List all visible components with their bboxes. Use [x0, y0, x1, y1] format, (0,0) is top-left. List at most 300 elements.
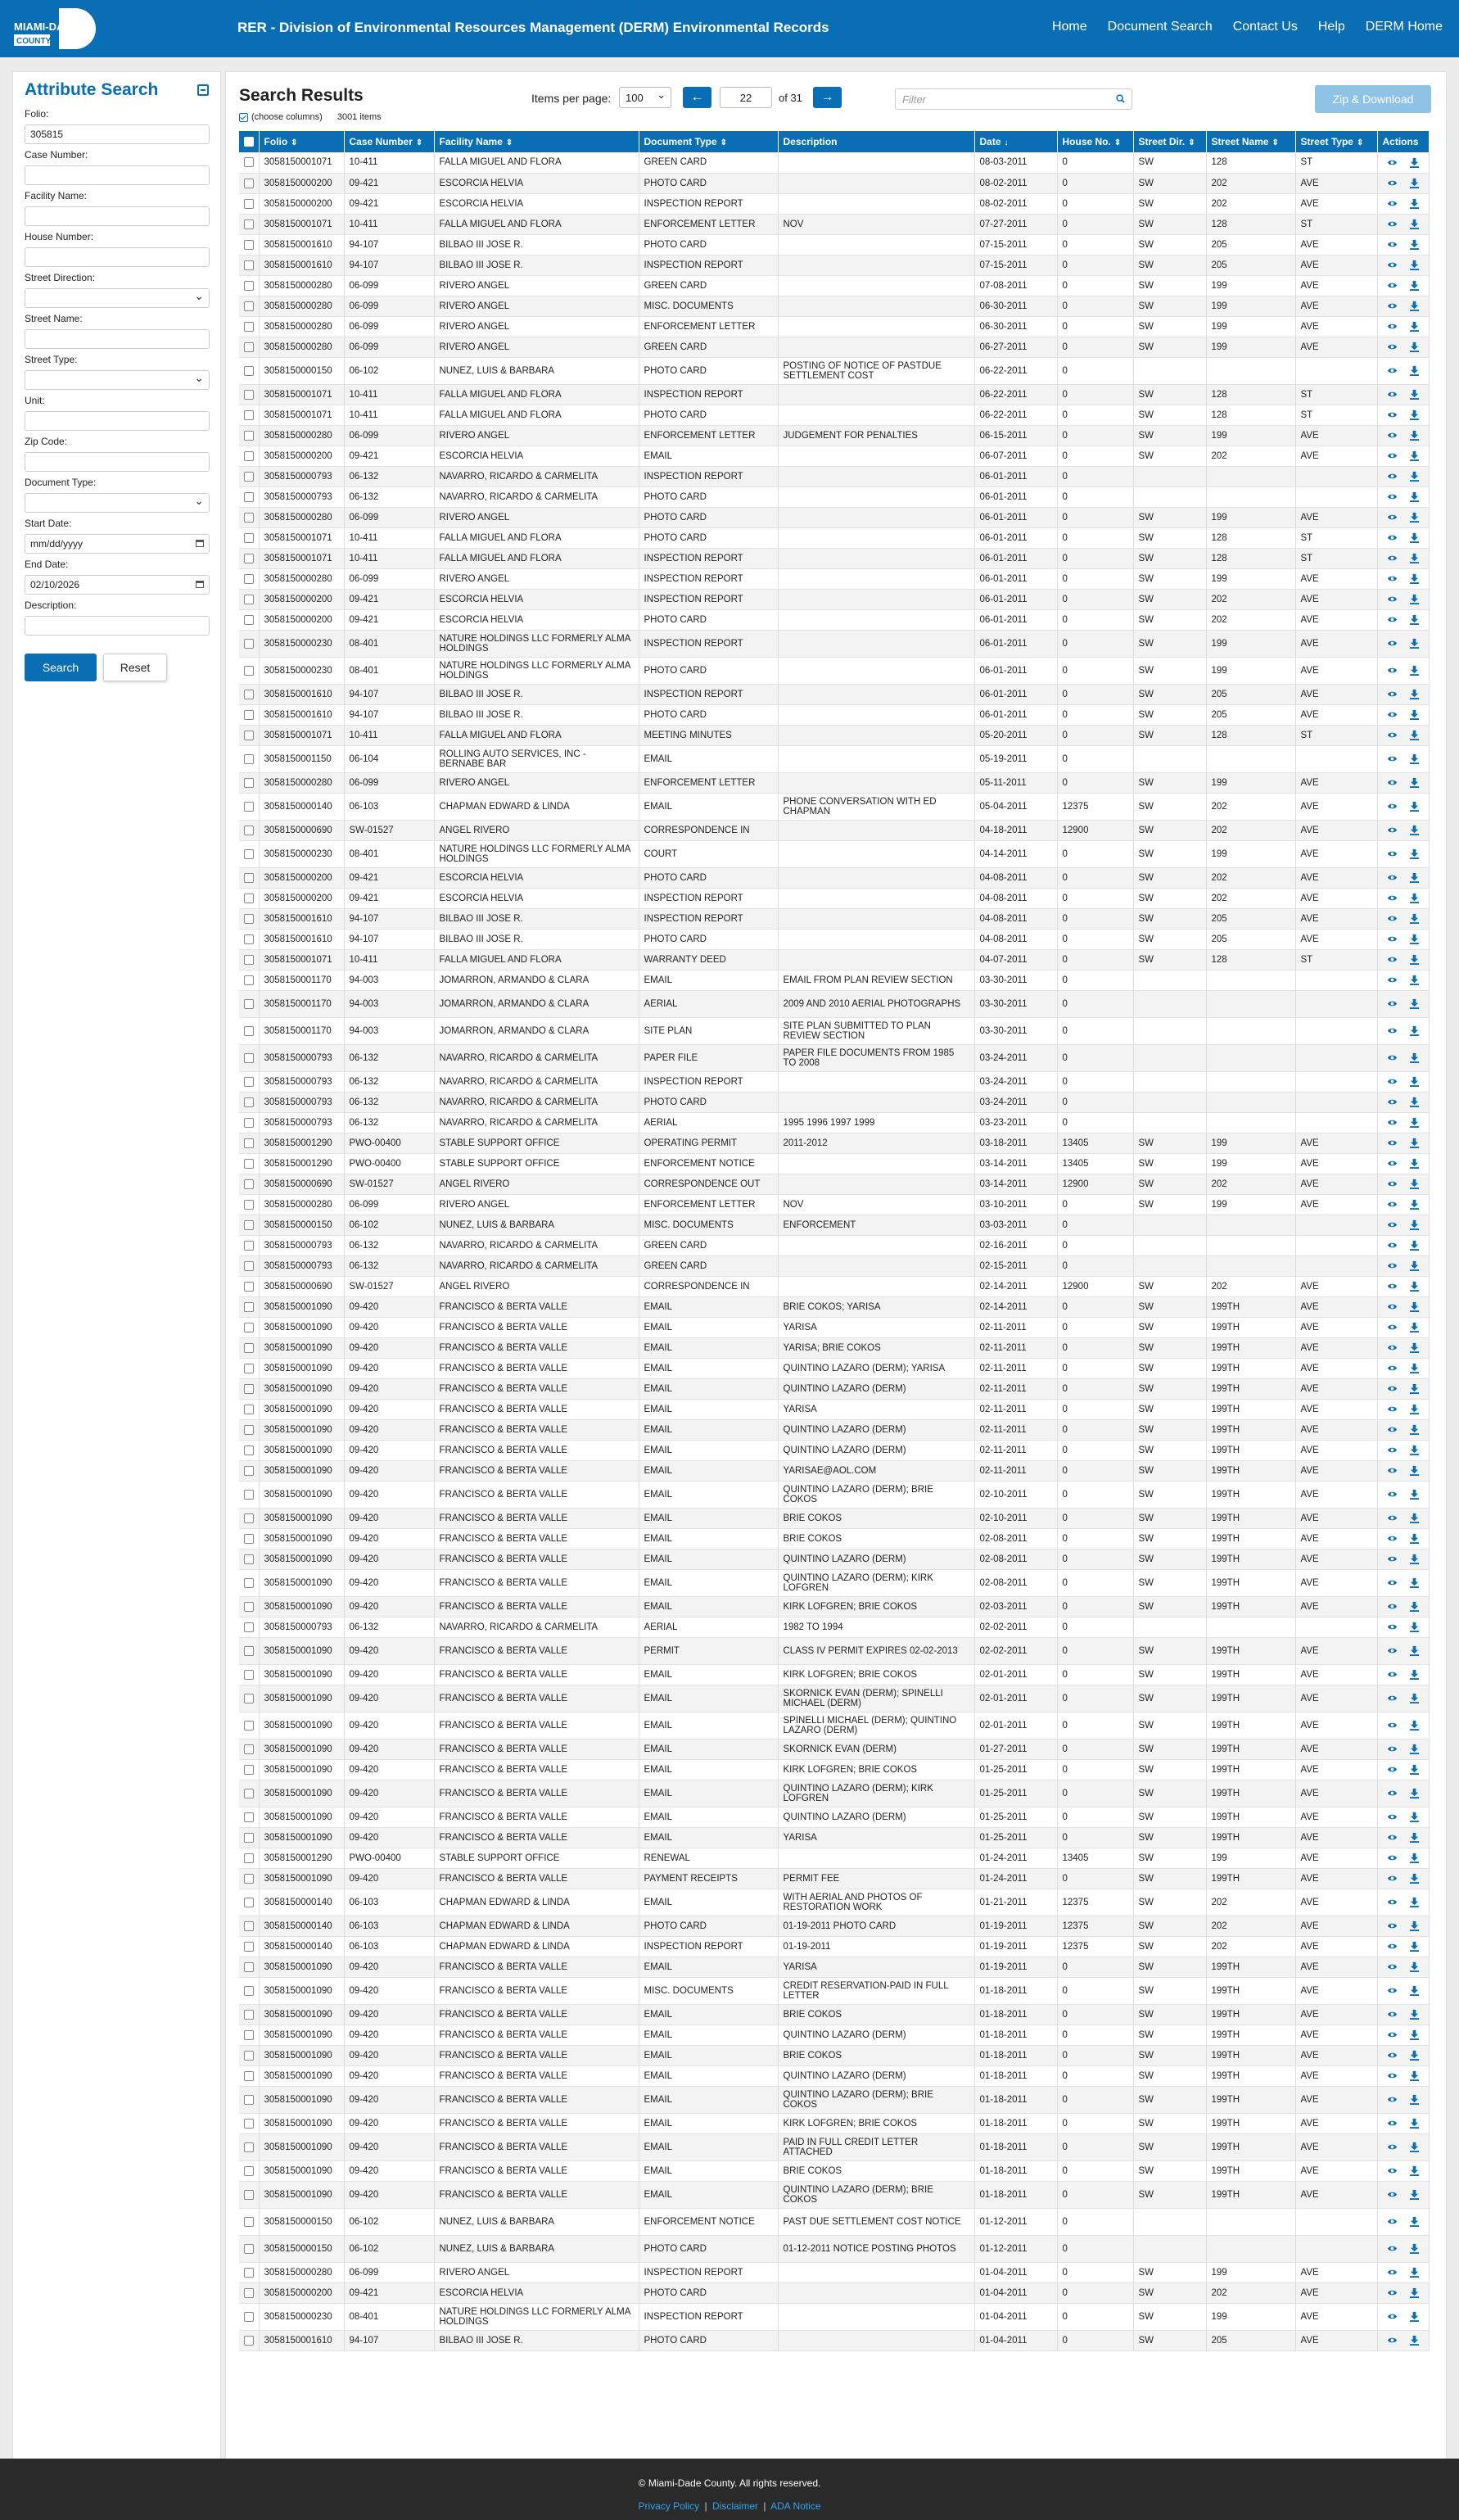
- row-checkbox[interactable]: [244, 826, 254, 835]
- row-checkbox[interactable]: [244, 778, 254, 788]
- row-checkbox[interactable]: [244, 2030, 254, 2040]
- view-icon[interactable]: [1387, 1554, 1398, 1564]
- sort-icon[interactable]: ⇕: [1356, 138, 1364, 147]
- view-icon[interactable]: [1387, 1832, 1398, 1843]
- row-select-cell[interactable]: [239, 1255, 259, 1276]
- row-checkbox[interactable]: [244, 1405, 254, 1414]
- view-icon[interactable]: [1387, 1281, 1398, 1292]
- row-select-cell[interactable]: [239, 446, 259, 466]
- download-icon[interactable]: [1409, 365, 1420, 376]
- row-select-cell[interactable]: [239, 1549, 259, 1569]
- view-icon[interactable]: [1387, 975, 1398, 985]
- unit-input[interactable]: [25, 411, 210, 431]
- download-icon[interactable]: [1409, 2009, 1420, 2020]
- view-icon[interactable]: [1387, 1025, 1398, 1036]
- end-date-input[interactable]: 02/10/2026: [25, 575, 210, 595]
- row-select-cell[interactable]: [239, 929, 259, 949]
- row-checkbox[interactable]: [244, 281, 254, 291]
- row-checkbox[interactable]: [244, 754, 254, 764]
- row-checkbox[interactable]: [244, 894, 254, 903]
- download-icon[interactable]: [1409, 872, 1420, 883]
- view-icon[interactable]: [1387, 1812, 1398, 1822]
- select-all-header[interactable]: [239, 131, 259, 152]
- view-icon[interactable]: [1387, 2311, 1398, 2322]
- row-select-cell[interactable]: [239, 405, 259, 425]
- view-icon[interactable]: [1387, 239, 1398, 250]
- view-icon[interactable]: [1387, 1764, 1398, 1775]
- view-icon[interactable]: [1387, 1301, 1398, 1312]
- row-checkbox[interactable]: [244, 2312, 254, 2322]
- download-icon[interactable]: [1409, 1985, 1420, 1996]
- row-checkbox[interactable]: [244, 2010, 254, 2020]
- row-select-cell[interactable]: [239, 772, 259, 793]
- calendar-icon[interactable]: [196, 540, 204, 547]
- row-select-cell[interactable]: [239, 2282, 259, 2303]
- download-icon[interactable]: [1409, 1158, 1420, 1169]
- view-icon[interactable]: [1387, 1853, 1398, 1863]
- download-icon[interactable]: [1409, 2189, 1420, 2200]
- row-select-cell[interactable]: [239, 1916, 259, 1936]
- row-checkbox[interactable]: [244, 1364, 254, 1373]
- download-icon[interactable]: [1409, 689, 1420, 699]
- row-checkbox[interactable]: [244, 492, 254, 502]
- row-checkbox[interactable]: [244, 322, 254, 332]
- row-select-cell[interactable]: [239, 2303, 259, 2330]
- view-icon[interactable]: [1387, 1577, 1398, 1588]
- row-checkbox[interactable]: [244, 2288, 254, 2298]
- row-select-cell[interactable]: [239, 725, 259, 745]
- row-select-cell[interactable]: [239, 548, 259, 568]
- row-checkbox[interactable]: [244, 1077, 254, 1087]
- view-icon[interactable]: [1387, 2118, 1398, 2129]
- row-select-cell[interactable]: [239, 337, 259, 357]
- view-icon[interactable]: [1387, 872, 1398, 883]
- view-icon[interactable]: [1387, 1117, 1398, 1128]
- view-icon[interactable]: [1387, 777, 1398, 788]
- zip-download-button[interactable]: Zip & Download: [1315, 85, 1431, 113]
- download-icon[interactable]: [1409, 1669, 1420, 1680]
- row-checkbox[interactable]: [244, 1602, 254, 1612]
- view-icon[interactable]: [1387, 573, 1398, 584]
- row-select-cell[interactable]: [239, 630, 259, 657]
- view-icon[interactable]: [1387, 471, 1398, 482]
- sort-icon[interactable]: ⇕: [1113, 138, 1122, 147]
- row-select-cell[interactable]: [239, 193, 259, 214]
- view-icon[interactable]: [1387, 1240, 1398, 1251]
- download-icon[interactable]: [1409, 157, 1420, 168]
- row-checkbox[interactable]: [244, 301, 254, 311]
- row-select-cell[interactable]: [239, 1133, 259, 1153]
- view-icon[interactable]: [1387, 709, 1398, 720]
- sort-desc-icon[interactable]: ↓: [1004, 138, 1009, 147]
- row-select-cell[interactable]: [239, 1617, 259, 1637]
- row-checkbox[interactable]: [244, 1646, 254, 1656]
- collapse-icon[interactable]: [197, 84, 209, 96]
- nav-document-search[interactable]: Document Search: [1107, 20, 1213, 34]
- checkbox-icon[interactable]: [239, 113, 248, 122]
- row-select-cell[interactable]: [239, 1936, 259, 1957]
- download-icon[interactable]: [1409, 730, 1420, 740]
- view-icon[interactable]: [1387, 1622, 1398, 1632]
- row-select-cell[interactable]: [239, 2133, 259, 2160]
- row-select-cell[interactable]: [239, 1528, 259, 1549]
- download-icon[interactable]: [1409, 1601, 1420, 1612]
- download-icon[interactable]: [1409, 1424, 1420, 1435]
- row-select-cell[interactable]: [239, 1868, 259, 1889]
- view-icon[interactable]: [1387, 1961, 1398, 1972]
- row-checkbox[interactable]: [244, 1942, 254, 1952]
- row-select-cell[interactable]: [239, 1296, 259, 1317]
- sort-icon[interactable]: ⇕: [1188, 138, 1195, 147]
- view-icon[interactable]: [1387, 825, 1398, 835]
- search-icon[interactable]: [1116, 94, 1125, 103]
- download-icon[interactable]: [1409, 2335, 1420, 2346]
- row-select-cell[interactable]: [239, 949, 259, 970]
- row-checkbox[interactable]: [244, 1220, 254, 1230]
- row-checkbox[interactable]: [244, 2142, 254, 2152]
- row-checkbox[interactable]: [244, 1853, 254, 1863]
- download-icon[interactable]: [1409, 553, 1420, 563]
- row-checkbox[interactable]: [244, 1302, 254, 1312]
- row-checkbox[interactable]: [244, 1554, 254, 1564]
- download-icon[interactable]: [1409, 342, 1420, 352]
- download-icon[interactable]: [1409, 801, 1420, 812]
- download-icon[interactable]: [1409, 1322, 1420, 1332]
- download-icon[interactable]: [1409, 954, 1420, 965]
- row-select-cell[interactable]: [239, 1596, 259, 1617]
- download-icon[interactable]: [1409, 1199, 1420, 1210]
- privacy-policy-link[interactable]: Privacy Policy: [638, 2500, 700, 2512]
- row-select-cell[interactable]: [239, 1399, 259, 1419]
- row-select-cell[interactable]: [239, 1153, 259, 1174]
- view-icon[interactable]: [1387, 1383, 1398, 1394]
- row-checkbox[interactable]: [244, 615, 254, 625]
- download-icon[interactable]: [1409, 1219, 1420, 1230]
- view-icon[interactable]: [1387, 2009, 1398, 2020]
- sort-icon[interactable]: ⇕: [291, 138, 298, 147]
- row-checkbox[interactable]: [244, 1053, 254, 1063]
- view-icon[interactable]: [1387, 2029, 1398, 2040]
- view-icon[interactable]: [1387, 913, 1398, 924]
- row-checkbox[interactable]: [244, 1323, 254, 1332]
- download-icon[interactable]: [1409, 389, 1420, 400]
- download-icon[interactable]: [1409, 1383, 1420, 1394]
- view-icon[interactable]: [1387, 365, 1398, 376]
- view-icon[interactable]: [1387, 1052, 1398, 1063]
- row-checkbox[interactable]: [244, 1490, 254, 1500]
- download-icon[interactable]: [1409, 1788, 1420, 1798]
- view-icon[interactable]: [1387, 1445, 1398, 1455]
- row-select-cell[interactable]: [239, 1685, 259, 1712]
- download-icon[interactable]: [1409, 1853, 1420, 1863]
- row-select-cell[interactable]: [239, 2045, 259, 2065]
- row-checkbox[interactable]: [244, 1159, 254, 1169]
- download-icon[interactable]: [1409, 1693, 1420, 1703]
- download-icon[interactable]: [1409, 1720, 1420, 1731]
- view-icon[interactable]: [1387, 1897, 1398, 1907]
- row-checkbox[interactable]: [244, 1898, 254, 1907]
- download-icon[interactable]: [1409, 1577, 1420, 1588]
- row-checkbox[interactable]: [244, 1789, 254, 1798]
- row-checkbox[interactable]: [244, 554, 254, 563]
- row-checkbox[interactable]: [244, 366, 254, 376]
- row-select-cell[interactable]: [239, 1092, 259, 1112]
- view-icon[interactable]: [1387, 689, 1398, 699]
- row-select-cell[interactable]: [239, 1827, 259, 1848]
- row-select-cell[interactable]: [239, 1044, 259, 1071]
- column-header-house-no[interactable]: House No. ⇕: [1057, 131, 1133, 152]
- row-select-cell[interactable]: [239, 1637, 259, 1664]
- row-checkbox[interactable]: [244, 1179, 254, 1189]
- row-checkbox[interactable]: [244, 2051, 254, 2061]
- row-checkbox[interactable]: [244, 390, 254, 400]
- row-checkbox[interactable]: [244, 2166, 254, 2176]
- row-select-cell[interactable]: [239, 234, 259, 255]
- row-checkbox[interactable]: [244, 1812, 254, 1822]
- filter-input[interactable]: Filter: [895, 88, 1132, 110]
- download-icon[interactable]: [1409, 280, 1420, 291]
- row-select-cell[interactable]: [239, 275, 259, 296]
- download-icon[interactable]: [1409, 825, 1420, 835]
- row-select-cell[interactable]: [239, 507, 259, 527]
- miami-dade-logo[interactable]: [11, 7, 103, 51]
- row-select-cell[interactable]: [239, 840, 259, 867]
- view-icon[interactable]: [1387, 1489, 1398, 1500]
- row-checkbox[interactable]: [244, 1445, 254, 1455]
- sort-icon[interactable]: ⇕: [505, 138, 513, 147]
- download-icon[interactable]: [1409, 1622, 1420, 1632]
- view-icon[interactable]: [1387, 665, 1398, 676]
- row-checkbox[interactable]: [244, 1534, 254, 1544]
- zip-code-input[interactable]: [25, 452, 210, 472]
- row-select-cell[interactable]: [239, 1780, 259, 1807]
- nav-home[interactable]: Home: [1051, 20, 1087, 34]
- download-icon[interactable]: [1409, 1897, 1420, 1907]
- row-checkbox[interactable]: [244, 1986, 254, 1996]
- document-type-select[interactable]: [25, 493, 210, 513]
- row-checkbox[interactable]: [244, 1578, 254, 1588]
- row-select-cell[interactable]: [239, 1317, 259, 1337]
- download-icon[interactable]: [1409, 450, 1420, 461]
- view-icon[interactable]: [1387, 342, 1398, 352]
- row-select-cell[interactable]: [239, 1215, 259, 1235]
- download-icon[interactable]: [1409, 1363, 1420, 1373]
- page-number-input[interactable]: 22: [720, 87, 772, 108]
- sort-icon[interactable]: ⇕: [1272, 138, 1279, 147]
- view-icon[interactable]: [1387, 1322, 1398, 1332]
- download-icon[interactable]: [1409, 1832, 1420, 1843]
- download-icon[interactable]: [1409, 321, 1420, 332]
- download-icon[interactable]: [1409, 594, 1420, 604]
- download-icon[interactable]: [1409, 665, 1420, 676]
- row-select-cell[interactable]: [239, 1957, 259, 1977]
- download-icon[interactable]: [1409, 753, 1420, 764]
- row-select-cell[interactable]: [239, 568, 259, 589]
- row-select-cell[interactable]: [239, 1664, 259, 1685]
- case-number-input[interactable]: [25, 165, 210, 185]
- row-checkbox[interactable]: [244, 1097, 254, 1107]
- row-select-cell[interactable]: [239, 1508, 259, 1528]
- column-header-facility-name[interactable]: Facility Name ⇕: [434, 131, 639, 152]
- view-icon[interactable]: [1387, 2335, 1398, 2346]
- view-icon[interactable]: [1387, 1424, 1398, 1435]
- row-select-cell[interactable]: [239, 1739, 259, 1759]
- row-checkbox[interactable]: [244, 1241, 254, 1251]
- download-icon[interactable]: [1409, 532, 1420, 543]
- row-select-cell[interactable]: [239, 1889, 259, 1916]
- download-icon[interactable]: [1409, 614, 1420, 625]
- view-icon[interactable]: [1387, 1138, 1398, 1148]
- row-select-cell[interactable]: [239, 425, 259, 446]
- download-icon[interactable]: [1409, 1179, 1420, 1189]
- download-icon[interactable]: [1409, 1513, 1420, 1523]
- row-checkbox[interactable]: [244, 1670, 254, 1680]
- download-icon[interactable]: [1409, 1941, 1420, 1952]
- street-name-input[interactable]: [25, 329, 210, 349]
- row-checkbox[interactable]: [244, 342, 254, 352]
- row-checkbox[interactable]: [244, 802, 254, 812]
- view-icon[interactable]: [1387, 1533, 1398, 1544]
- row-select-cell[interactable]: [239, 1848, 259, 1868]
- row-select-cell[interactable]: [239, 486, 259, 507]
- row-checkbox[interactable]: [244, 1694, 254, 1703]
- download-icon[interactable]: [1409, 1744, 1420, 1754]
- row-checkbox[interactable]: [244, 731, 254, 740]
- view-icon[interactable]: [1387, 2070, 1398, 2081]
- download-icon[interactable]: [1409, 301, 1420, 311]
- row-checkbox[interactable]: [244, 1118, 254, 1128]
- download-icon[interactable]: [1409, 1873, 1420, 1884]
- row-select-cell[interactable]: [239, 793, 259, 820]
- row-select-cell[interactable]: [239, 2004, 259, 2025]
- search-button[interactable]: Search: [25, 654, 97, 681]
- download-icon[interactable]: [1409, 1812, 1420, 1822]
- row-checkbox[interactable]: [244, 914, 254, 924]
- row-select-cell[interactable]: [239, 1235, 259, 1255]
- download-icon[interactable]: [1409, 1097, 1420, 1107]
- row-checkbox[interactable]: [244, 574, 254, 584]
- row-select-cell[interactable]: [239, 466, 259, 486]
- download-icon[interactable]: [1409, 2287, 1420, 2298]
- row-select-cell[interactable]: [239, 384, 259, 405]
- row-checkbox[interactable]: [244, 2268, 254, 2278]
- folio-input[interactable]: 305815: [25, 124, 210, 144]
- download-icon[interactable]: [1409, 709, 1420, 720]
- row-select-cell[interactable]: [239, 2235, 259, 2262]
- view-icon[interactable]: [1387, 1342, 1398, 1353]
- view-icon[interactable]: [1387, 512, 1398, 523]
- column-header-street-dir[interactable]: Street Dir. ⇕: [1133, 131, 1206, 152]
- row-checkbox[interactable]: [244, 1874, 254, 1884]
- row-select-cell[interactable]: [239, 1174, 259, 1194]
- download-icon[interactable]: [1409, 1117, 1420, 1128]
- view-icon[interactable]: [1387, 553, 1398, 563]
- row-checkbox[interactable]: [244, 1962, 254, 1972]
- row-checkbox[interactable]: [244, 710, 254, 720]
- row-checkbox[interactable]: [244, 1384, 254, 1394]
- row-checkbox[interactable]: [244, 1744, 254, 1754]
- row-checkbox[interactable]: [244, 2095, 254, 2105]
- view-icon[interactable]: [1387, 1363, 1398, 1373]
- view-icon[interactable]: [1387, 1921, 1398, 1931]
- view-icon[interactable]: [1387, 801, 1398, 812]
- column-header-date[interactable]: Date ↓: [974, 131, 1057, 152]
- download-icon[interactable]: [1409, 1301, 1420, 1312]
- download-icon[interactable]: [1409, 2267, 1420, 2278]
- view-icon[interactable]: [1387, 219, 1398, 229]
- row-select-cell[interactable]: [239, 357, 259, 384]
- row-select-cell[interactable]: [239, 173, 259, 193]
- street-type-select[interactable]: [25, 370, 210, 390]
- row-select-cell[interactable]: [239, 2262, 259, 2282]
- download-icon[interactable]: [1409, 198, 1420, 209]
- view-icon[interactable]: [1387, 954, 1398, 965]
- view-icon[interactable]: [1387, 2165, 1398, 2176]
- download-icon[interactable]: [1409, 239, 1420, 250]
- column-header-folio[interactable]: Folio ⇕: [259, 131, 344, 152]
- download-icon[interactable]: [1409, 1445, 1420, 1455]
- row-select-cell[interactable]: [239, 908, 259, 929]
- download-icon[interactable]: [1409, 1533, 1420, 1544]
- facility-name-input[interactable]: [25, 206, 210, 226]
- download-icon[interactable]: [1409, 1961, 1420, 1972]
- download-icon[interactable]: [1409, 1554, 1420, 1564]
- row-select-cell[interactable]: [239, 2208, 259, 2235]
- column-header-case-number[interactable]: Case Number ⇕: [344, 131, 434, 152]
- download-icon[interactable]: [1409, 638, 1420, 649]
- row-checkbox[interactable]: [244, 1200, 254, 1210]
- view-icon[interactable]: [1387, 1601, 1398, 1612]
- view-icon[interactable]: [1387, 1260, 1398, 1271]
- view-icon[interactable]: [1387, 998, 1398, 1009]
- view-icon[interactable]: [1387, 1076, 1398, 1087]
- row-select-cell[interactable]: [239, 1112, 259, 1133]
- row-select-cell[interactable]: [239, 1276, 259, 1296]
- row-select-cell[interactable]: [239, 609, 259, 630]
- view-icon[interactable]: [1387, 2050, 1398, 2061]
- view-icon[interactable]: [1387, 1465, 1398, 1476]
- download-icon[interactable]: [1409, 848, 1420, 859]
- row-checkbox[interactable]: [244, 179, 254, 188]
- view-icon[interactable]: [1387, 178, 1398, 188]
- row-select-cell[interactable]: [239, 1807, 259, 1827]
- row-checkbox[interactable]: [244, 690, 254, 699]
- download-icon[interactable]: [1409, 1281, 1420, 1292]
- row-checkbox[interactable]: [244, 849, 254, 859]
- row-checkbox[interactable]: [244, 533, 254, 543]
- download-icon[interactable]: [1409, 1240, 1420, 1251]
- view-icon[interactable]: [1387, 2094, 1398, 2105]
- download-icon[interactable]: [1409, 1025, 1420, 1036]
- download-icon[interactable]: [1409, 1489, 1420, 1500]
- row-select-cell[interactable]: [239, 1460, 259, 1481]
- row-select-cell[interactable]: [239, 745, 259, 772]
- view-icon[interactable]: [1387, 1669, 1398, 1680]
- row-select-cell[interactable]: [239, 589, 259, 609]
- disclaimer-link[interactable]: Disclaimer: [711, 2500, 758, 2512]
- row-checkbox[interactable]: [244, 451, 254, 461]
- sort-icon[interactable]: ⇕: [720, 138, 728, 147]
- row-select-cell[interactable]: [239, 1712, 259, 1739]
- row-checkbox[interactable]: [244, 1466, 254, 1476]
- download-icon[interactable]: [1409, 1342, 1420, 1353]
- view-icon[interactable]: [1387, 260, 1398, 270]
- view-icon[interactable]: [1387, 491, 1398, 502]
- row-select-cell[interactable]: [239, 1569, 259, 1596]
- row-select-cell[interactable]: [239, 2181, 259, 2208]
- download-icon[interactable]: [1409, 1465, 1420, 1476]
- download-icon[interactable]: [1409, 178, 1420, 188]
